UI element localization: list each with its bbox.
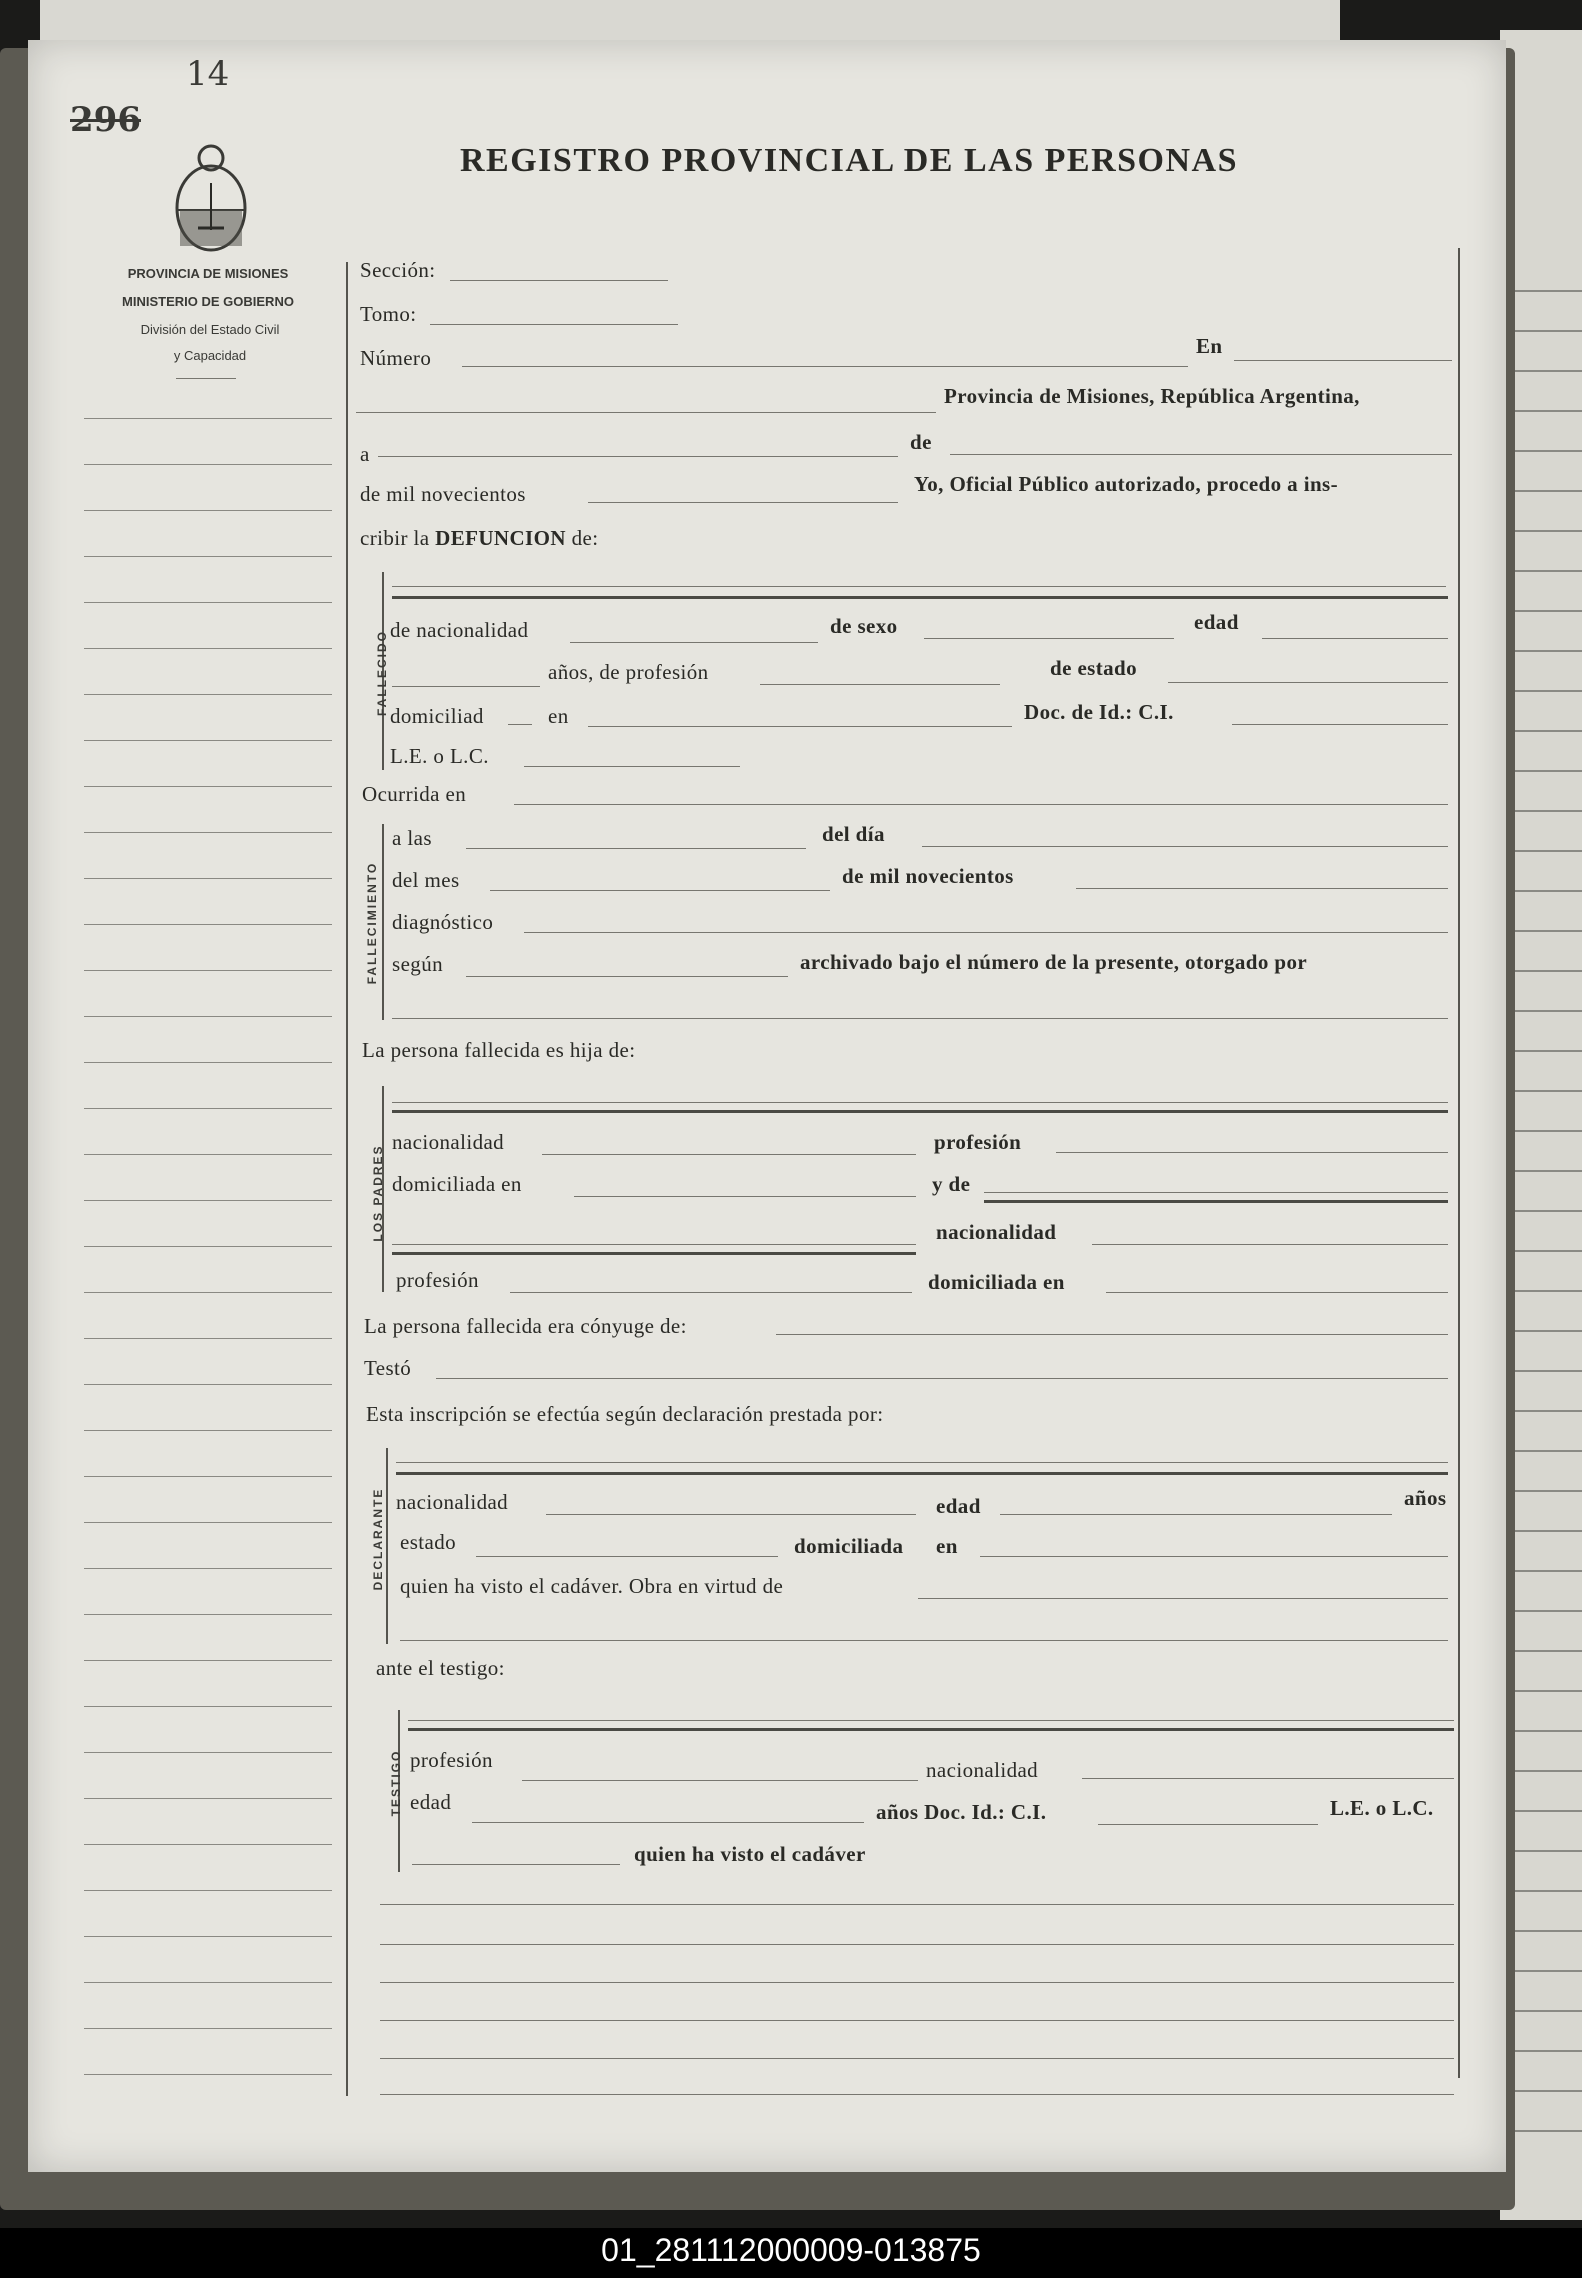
madre-profesion-field[interactable] (510, 1292, 912, 1293)
mil-novecientos-label: de mil novecientos (360, 482, 526, 506)
testigo-name-field[interactable] (408, 1720, 1454, 1721)
madre-domicilio-field[interactable] (1106, 1292, 1448, 1293)
dia-field[interactable] (922, 846, 1448, 847)
declarante-nacionalidad-label: nacionalidad (396, 1490, 509, 1514)
estado-field[interactable] (1168, 682, 1448, 683)
padre-profesion-field[interactable] (1056, 1152, 1448, 1153)
testigo-profesion-field[interactable] (522, 1780, 918, 1781)
page-number: 14 (186, 54, 230, 94)
padre-name-field[interactable] (392, 1102, 1448, 1103)
year-field[interactable] (588, 502, 898, 503)
en-field[interactable] (1234, 360, 1452, 361)
testigo-label: TESTIGO (389, 1749, 403, 1817)
tomo-label: Tomo: (360, 302, 417, 326)
madre-profesion-label: profesión (396, 1268, 479, 1292)
otorgado-field[interactable] (392, 1018, 1448, 1019)
declarante-label: DECLARANTE (371, 1487, 385, 1591)
testigo-nacionalidad-label: nacionalidad (926, 1758, 1039, 1782)
numero-label: Número (360, 346, 432, 370)
ocurrida-field[interactable] (514, 804, 1448, 805)
madre-nacionalidad-label: nacionalidad (936, 1220, 1057, 1244)
inscripcion-text: Esta inscripción se efectúa según declaración prestada por: (366, 1402, 884, 1426)
del-mes-label: del mes (392, 868, 460, 892)
padre-domicilio-field[interactable] (574, 1196, 916, 1197)
numero-field[interactable] (462, 366, 1188, 367)
declarante-edad-label: edad (936, 1494, 981, 1518)
sexo-field[interactable] (924, 638, 1174, 639)
hora-field[interactable] (466, 848, 806, 849)
testo-field[interactable] (436, 1378, 1448, 1379)
profesion-field[interactable] (760, 684, 1000, 685)
testo-label: Testó (364, 1356, 412, 1380)
madre-name-field-2[interactable] (392, 1244, 916, 1245)
de-label: de (910, 430, 932, 454)
estado-label: de estado (1050, 656, 1138, 680)
y-de-label: y de (932, 1172, 971, 1196)
place-field[interactable] (356, 412, 936, 413)
testigo-profesion-label: profesión (410, 1748, 493, 1772)
ante-testigo-text: ante el testigo: (376, 1656, 505, 1680)
declarante-anos-label: años (1404, 1486, 1447, 1510)
diagnostico-label: diagnóstico (392, 910, 494, 934)
coat-of-arms-icon (168, 138, 254, 258)
declarante-en-label: en (936, 1534, 958, 1558)
declarante-domiciliada-label: domiciliada (794, 1534, 904, 1558)
document-title: REGISTRO PROVINCIAL DE LAS PERSONAS (460, 142, 1238, 179)
seccion-field[interactable] (450, 280, 668, 281)
book-top-edge (40, 0, 1340, 40)
nacionalidad-label: de nacionalidad (390, 618, 529, 642)
padres-label: LOS PADRES (371, 1144, 385, 1242)
a-label: a (360, 442, 370, 466)
left-divider (346, 262, 348, 2096)
old-page-number: 296 (70, 100, 141, 140)
domiciliado-label: domiciliad (390, 704, 484, 728)
testigo-edad-field[interactable] (472, 1822, 864, 1823)
mil-novecientos-2-label: de mil novecientos (842, 864, 1014, 888)
ministry-line-3: División del Estado Civil (140, 322, 280, 337)
sexo-label: de sexo (830, 614, 898, 638)
declarante-nacionalidad-field[interactable] (546, 1514, 916, 1515)
ministry-line-1: PROVINCIA DE MISIONES (127, 266, 289, 281)
declarante-estado-label: estado (400, 1530, 457, 1554)
obra-field-2[interactable] (400, 1640, 1448, 1641)
ci-field[interactable] (1232, 724, 1448, 725)
cribir-text: cribir la DEFUNCION de: (360, 526, 599, 550)
segun-label: según (392, 952, 443, 976)
declarante-quien-text: quien ha visto el cadáver. Obra en virtud de (400, 1574, 784, 1598)
testigo-le-field[interactable] (412, 1864, 620, 1865)
conyuge-text: La persona fallecida era cónyuge de: (364, 1314, 687, 1338)
testigo-edad-label: edad (410, 1790, 452, 1814)
anio-field[interactable] (1076, 888, 1448, 889)
provincia-text: Provincia de Misiones, República Argentina, (944, 384, 1360, 408)
ministry-line-2: MINISTERIO DE GOBIERNO (122, 294, 294, 309)
segun-field[interactable] (466, 976, 788, 977)
profesion-label: años, de profesión (548, 660, 709, 684)
padre-profesion-label: profesión (934, 1130, 1022, 1154)
en-label-fallecido: en (548, 704, 569, 728)
right-divider (1458, 248, 1460, 2078)
oficial-text: Yo, Oficial Público autorizado, procedo a ins- (914, 472, 1339, 496)
del-dia-label: del día (822, 822, 885, 846)
madre-domiciliada-label: domiciliada en (928, 1270, 1065, 1294)
a-field[interactable] (378, 456, 898, 457)
anos-field[interactable] (392, 686, 540, 687)
mes-field[interactable] (490, 890, 830, 891)
seccion-label: Sección: (360, 258, 436, 282)
fallecimiento-label: FALLECIMIENTO (365, 861, 379, 985)
declarante-domicilio-field[interactable] (980, 1556, 1448, 1557)
testigo-quien-text: quien ha visto el cadáver (634, 1842, 866, 1866)
testigo-ci-field[interactable] (1098, 1824, 1318, 1825)
fallecido-name-field[interactable] (392, 586, 1446, 587)
padre-nacionalidad-label: nacionalidad (392, 1130, 505, 1154)
de-field[interactable] (950, 454, 1452, 455)
testigo-le-lc-label: L.E. o L.C. (1330, 1796, 1434, 1820)
fallecido-label: FALLECIDO (375, 630, 389, 716)
testigo-nacionalidad-field[interactable] (1082, 1778, 1454, 1779)
image-caption: 01_281112000009-013875 (601, 2232, 981, 2268)
diagnostico-field[interactable] (524, 932, 1448, 933)
testigo-doc-label: años Doc. Id.: C.I. (876, 1800, 1047, 1824)
le-lc-label: L.E. o L.C. (390, 744, 489, 768)
obra-field[interactable] (918, 1598, 1448, 1599)
a-las-label: a las (392, 826, 432, 850)
edad-field[interactable] (1262, 638, 1448, 639)
padre-domiciliada-label: domiciliada en (392, 1172, 522, 1196)
conyuge-field[interactable] (776, 1334, 1448, 1335)
le-lc-field[interactable] (524, 766, 740, 767)
doc-id-label: Doc. de Id.: C.I. (1024, 700, 1174, 724)
declarante-estado-field[interactable] (476, 1556, 778, 1557)
tomo-field[interactable] (430, 324, 678, 325)
ocurrida-label: Ocurrida en (362, 782, 467, 806)
en-label: En (1196, 334, 1223, 358)
madre-nacionalidad-field[interactable] (1092, 1244, 1448, 1245)
padre-nacionalidad-field[interactable] (542, 1154, 916, 1155)
declarante-name-field[interactable] (396, 1462, 1448, 1463)
nacionalidad-field[interactable] (570, 642, 818, 643)
ministry-line-4: y Capacidad (173, 348, 247, 363)
domicilio-field[interactable] (588, 726, 1012, 727)
edad-label: edad (1194, 610, 1239, 634)
archivado-text: archivado bajo el número de la presente, otorgado por (800, 950, 1308, 974)
hija-de-text: La persona fallecida es hija de: (362, 1038, 636, 1062)
madre-name-field[interactable] (984, 1192, 1448, 1193)
declarante-edad-field[interactable] (1000, 1514, 1392, 1515)
